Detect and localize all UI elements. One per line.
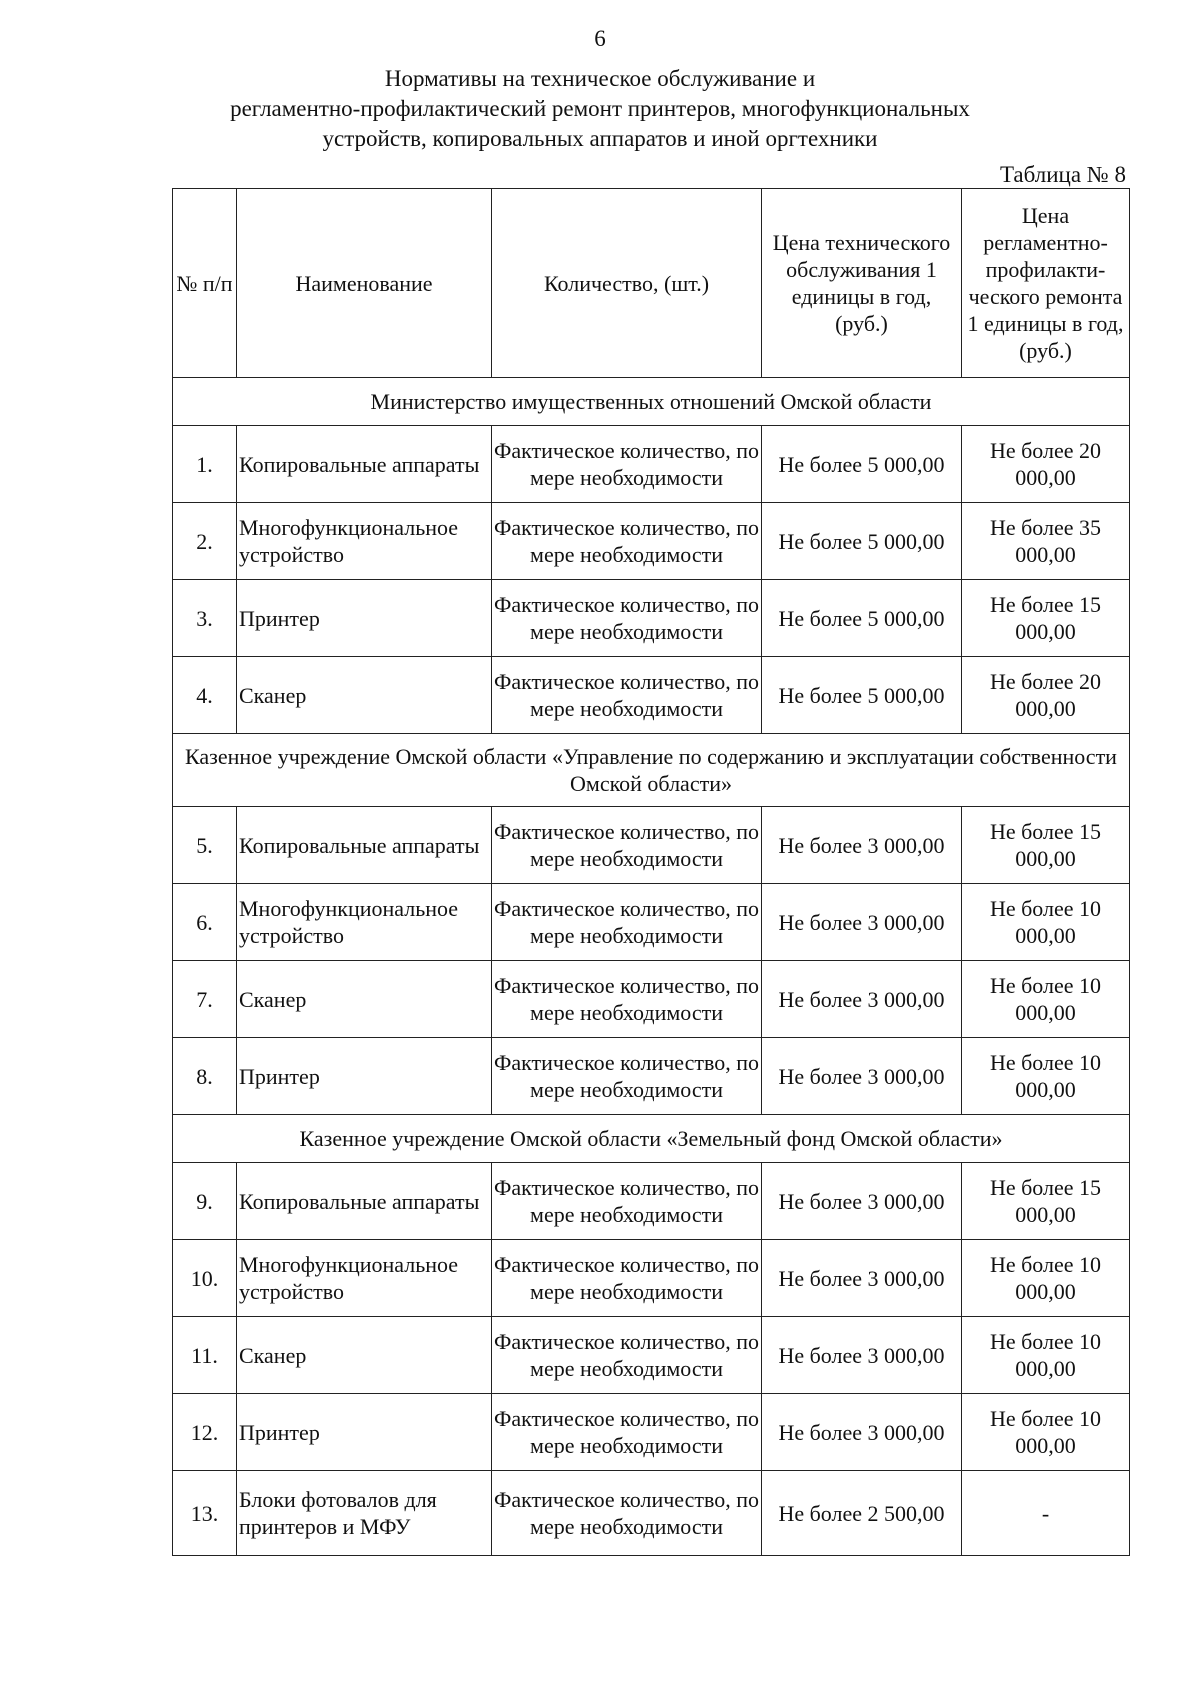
row-repair-price: Не более 10 000,00	[962, 884, 1130, 961]
row-quantity: Фактическое количество, по мере необходимости	[492, 1317, 762, 1394]
section-title: Казенное учреждение Омской области «Земельный фонд Омской области»	[173, 1115, 1130, 1163]
row-repair-price: Не более 10 000,00	[962, 1394, 1130, 1471]
row-name: Сканер	[237, 657, 492, 734]
row-repair-price: Не более 15 000,00	[962, 580, 1130, 657]
table-header-row	[173, 189, 1130, 378]
row-name: Копировальные аппараты	[237, 426, 492, 503]
row-name: Многофункциональное устройство	[237, 884, 492, 961]
row-repair-price: Не более 15 000,00	[962, 1163, 1130, 1240]
row-maintenance-price: Не более 2 500,00	[762, 1471, 962, 1556]
header-number: № п/п	[173, 189, 237, 378]
section-row	[173, 378, 1130, 426]
row-number: 13.	[173, 1471, 237, 1556]
row-quantity: Фактическое количество, по мере необходимости	[492, 1038, 762, 1115]
row-maintenance-price: Не более 5 000,00	[762, 580, 962, 657]
row-maintenance-price: Не более 3 000,00	[762, 1317, 962, 1394]
row-maintenance-price: Не более 3 000,00	[762, 961, 962, 1038]
row-repair-price: -	[962, 1471, 1130, 1556]
row-number: 10.	[173, 1240, 237, 1317]
row-number: 8.	[173, 1038, 237, 1115]
header-quantity: Количество, (шт.)	[492, 189, 762, 378]
row-name: Многофункциональное устройство	[237, 1240, 492, 1317]
row-quantity: Фактическое количество, по мере необходимости	[492, 657, 762, 734]
title-line-2: регламентно-профилактический ремонт принтеров, многофункциональных	[230, 96, 970, 121]
row-maintenance-price: Не более 3 000,00	[762, 884, 962, 961]
row-number: 6.	[173, 884, 237, 961]
header-repair-price: Цена регламентно-профилакти-ческого ремонта 1 единицы в год, (руб.)	[962, 189, 1130, 378]
row-quantity: Фактическое количество, по мере необходимости	[492, 1163, 762, 1240]
table-row	[173, 657, 1130, 734]
table-row	[173, 1317, 1130, 1394]
row-name: Блоки фотовалов для принтеров и МФУ	[237, 1471, 492, 1556]
row-repair-price: Не более 10 000,00	[962, 961, 1130, 1038]
row-quantity: Фактическое количество, по мере необходимости	[492, 807, 762, 884]
row-quantity: Фактическое количество, по мере необходимости	[492, 1240, 762, 1317]
row-maintenance-price: Не более 3 000,00	[762, 1038, 962, 1115]
row-number: 7.	[173, 961, 237, 1038]
row-repair-price: Не более 10 000,00	[962, 1240, 1130, 1317]
row-name: Копировальные аппараты	[237, 807, 492, 884]
row-maintenance-price: Не более 3 000,00	[762, 1394, 962, 1471]
row-name: Принтер	[237, 1394, 492, 1471]
page-number: 6	[594, 26, 606, 51]
row-repair-price: Не более 35 000,00	[962, 503, 1130, 580]
row-number: 2.	[173, 503, 237, 580]
row-name: Принтер	[237, 580, 492, 657]
row-name: Копировальные аппараты	[237, 1163, 492, 1240]
row-quantity: Фактическое количество, по мере необходимости	[492, 1394, 762, 1471]
row-repair-price: Не более 20 000,00	[962, 657, 1130, 734]
row-number: 3.	[173, 580, 237, 657]
section-row	[173, 734, 1130, 807]
table-row	[173, 884, 1130, 961]
row-repair-price: Не более 10 000,00	[962, 1317, 1130, 1394]
table-row	[173, 1163, 1130, 1240]
row-quantity: Фактическое количество, по мере необходимости	[492, 884, 762, 961]
table-row	[173, 580, 1130, 657]
row-quantity: Фактическое количество, по мере необходимости	[492, 503, 762, 580]
row-repair-price: Не более 20 000,00	[962, 426, 1130, 503]
table-row	[173, 426, 1130, 503]
row-quantity: Фактическое количество, по мере необходимости	[492, 1471, 762, 1556]
table-row	[173, 1394, 1130, 1471]
row-number: 12.	[173, 1394, 237, 1471]
row-number: 5.	[173, 807, 237, 884]
row-number: 4.	[173, 657, 237, 734]
row-name: Многофункциональное устройство	[237, 503, 492, 580]
document-title	[150, 64, 1050, 154]
table-row	[173, 807, 1130, 884]
row-maintenance-price: Не более 3 000,00	[762, 1240, 962, 1317]
header-name: Наименование	[237, 189, 492, 378]
table-row	[173, 1240, 1130, 1317]
section-title: Министерство имущественных отношений Омской области	[173, 378, 1130, 426]
table-row	[173, 503, 1130, 580]
norms-table	[172, 188, 1130, 1556]
row-maintenance-price: Не более 5 000,00	[762, 503, 962, 580]
table-row	[173, 961, 1130, 1038]
row-maintenance-price: Не более 3 000,00	[762, 807, 962, 884]
title-line-3: устройств, копировальных аппаратов и иной оргтехники	[322, 126, 878, 151]
table-row	[173, 1038, 1130, 1115]
row-number: 11.	[173, 1317, 237, 1394]
row-maintenance-price: Не более 5 000,00	[762, 657, 962, 734]
row-name: Сканер	[237, 1317, 492, 1394]
table-body	[173, 378, 1130, 1556]
row-maintenance-price: Не более 3 000,00	[762, 1163, 962, 1240]
section-title: Казенное учреждение Омской области «Управление по содержанию и эксплуатации собственности Омской области»	[173, 734, 1130, 807]
table-label: Таблица № 8	[999, 162, 1126, 187]
row-name: Принтер	[237, 1038, 492, 1115]
row-name: Сканер	[237, 961, 492, 1038]
section-row	[173, 1115, 1130, 1163]
row-quantity: Фактическое количество, по мере необходимости	[492, 961, 762, 1038]
row-repair-price: Не более 10 000,00	[962, 1038, 1130, 1115]
row-quantity: Фактическое количество, по мере необходимости	[492, 426, 762, 503]
title-line-1: Нормативы на техническое обслуживание и	[384, 66, 816, 91]
row-repair-price: Не более 15 000,00	[962, 807, 1130, 884]
row-number: 1.	[173, 426, 237, 503]
row-maintenance-price: Не более 5 000,00	[762, 426, 962, 503]
header-maintenance-price: Цена технического обслуживания 1 единицы в год, (руб.)	[762, 189, 962, 378]
row-quantity: Фактическое количество, по мере необходимости	[492, 580, 762, 657]
row-number: 9.	[173, 1163, 237, 1240]
table-row	[173, 1471, 1130, 1556]
